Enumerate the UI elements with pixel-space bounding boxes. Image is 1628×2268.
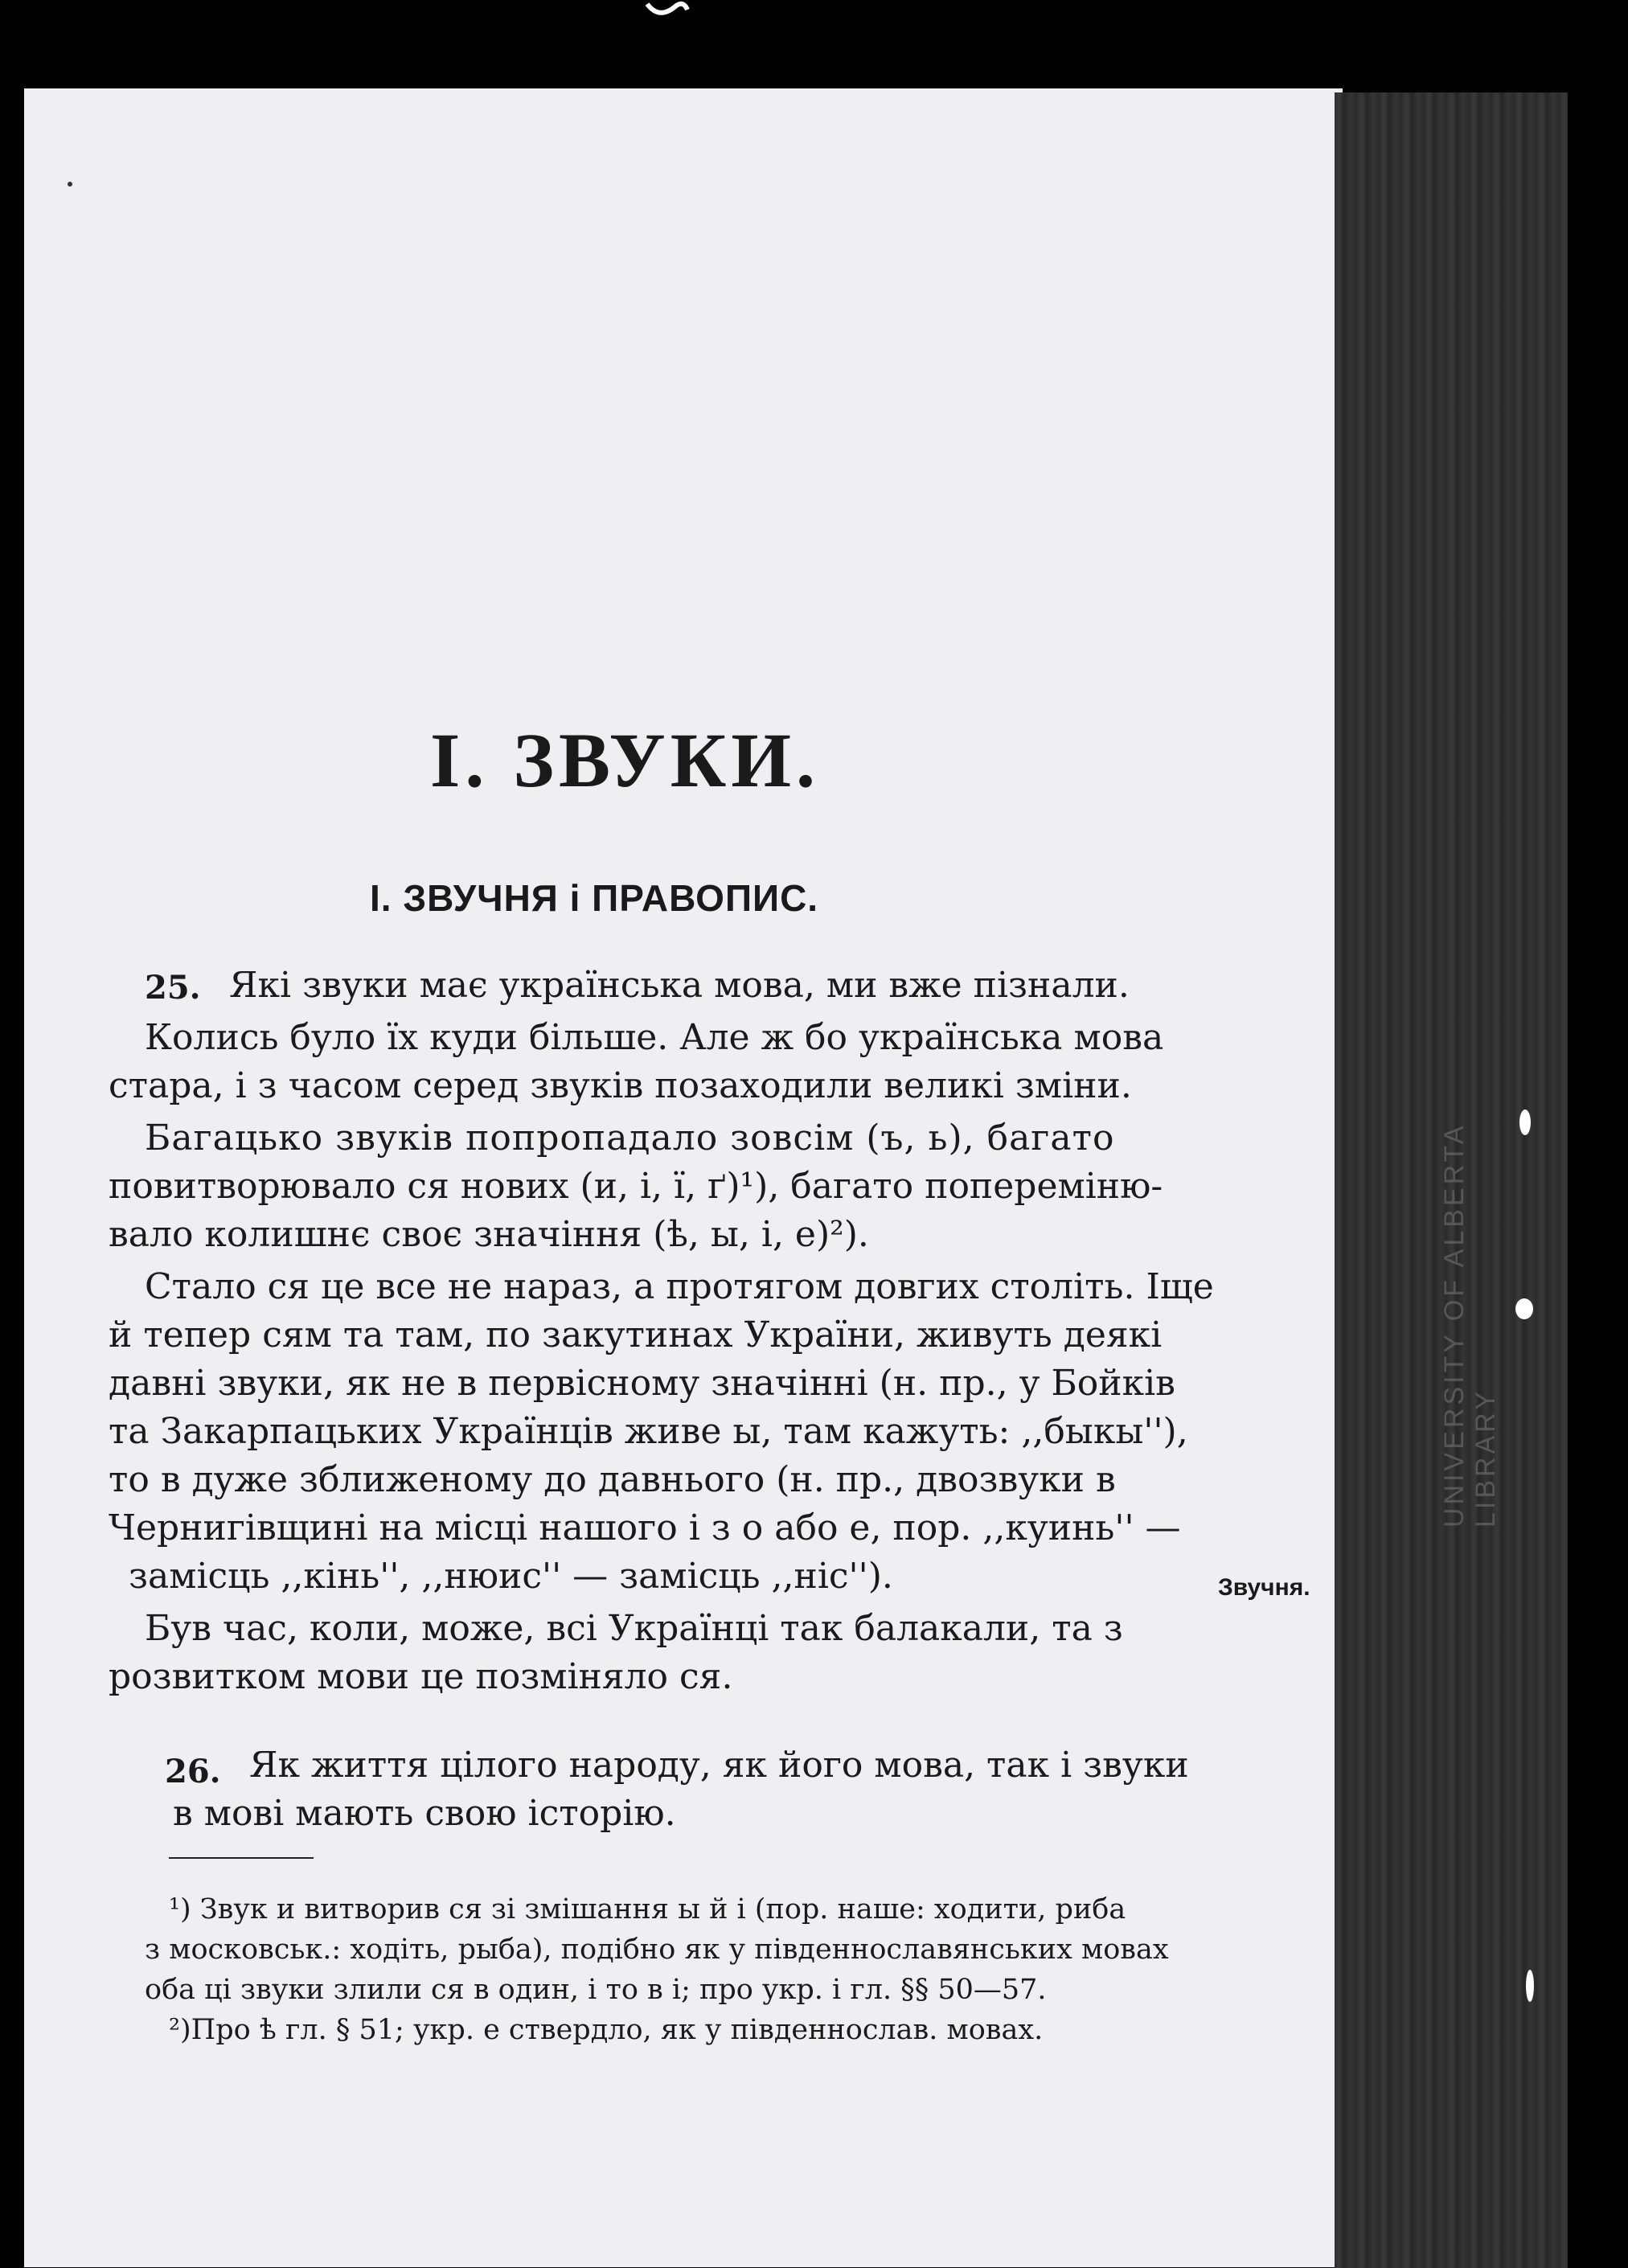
- edge-speck: [1515, 1298, 1533, 1319]
- footnote-line: ²)Про ѣ гл. § 51; укр. е ствердло, як у південнослав. мовах.: [169, 2014, 1044, 2046]
- text-line: розвитком мови це позміняло ся.: [109, 1656, 733, 1697]
- chapter-title: I. ЗВУКИ.: [430, 717, 821, 803]
- text-line: замісць ,,кінь'', ,,нюис'' — замісць ,,ніс'').: [129, 1556, 893, 1597]
- paragraph-number: 26.: [165, 1753, 221, 1790]
- text-line: Багацько звуків попропадало зовсім (ъ, ь), багато: [145, 1118, 1115, 1159]
- text-line: стара, і з часом серед звуків позаходили великі зміни.: [109, 1065, 1132, 1106]
- text-line: й тепер сям та там, по закутинах України, живуть деякі: [109, 1314, 1163, 1355]
- text-line: та Закарпацьких Українців живе ы, там кажуть: ,,быкы''),: [109, 1411, 1188, 1452]
- text-line: вало колишнє своє значіння (ѣ, ы, і, е)²).: [109, 1214, 869, 1255]
- text-line: Колись було їх куди більше. Але ж бо українська мова: [145, 1017, 1164, 1058]
- paragraph-number: 25.: [145, 969, 201, 1007]
- footnote-line: ¹) Звук и витворив ся зі змішання ы й і (пор. наше: ходити, риба: [169, 1893, 1126, 1926]
- section-title: I. ЗВУЧНЯ і ПРАВОПИС.: [370, 877, 819, 919]
- footnote-rule: [169, 1857, 314, 1859]
- text-line: Був час, коли, може, всі Українці так балакали, та з: [145, 1608, 1123, 1649]
- edge-speck: [1519, 1109, 1531, 1135]
- text-line: Як життя цілого народу, як його мова, так і звуки: [249, 1745, 1189, 1786]
- text-line: Чернигівщині на місці нашого і з о або е, пор. ,,куинь'' —: [109, 1507, 1181, 1548]
- text-line: то в дуже зближеному до давнього (н. пр., двозвуки в: [109, 1459, 1116, 1500]
- edge-speck: [1526, 1970, 1534, 2002]
- text-line: давні звуки, як не в первісному значінні (н. пр., у Бойків: [109, 1363, 1175, 1404]
- library-stamp: UNIVERSITY OF ALBERTA LIBRARY: [1439, 1124, 1501, 1528]
- page-speck: [68, 182, 72, 187]
- text-line: в мові мають свою історію.: [173, 1793, 676, 1834]
- margin-note: Звучня.: [1218, 1574, 1310, 1601]
- top-smudge: [643, 0, 691, 20]
- text-line: Стало ся це все не нараз, а протягом довгих століть. Іще: [145, 1266, 1214, 1307]
- footnote-line: з московськ.: ходіть, рыба), подібно як у південнославянських мовах: [145, 1934, 1169, 1966]
- text-line: повитворювало ся нових (и, і, ї, ґ)¹), багато попереміню-: [109, 1166, 1163, 1207]
- text-line: Які звуки має українська мова, ми вже пізнали.: [229, 965, 1130, 1006]
- footnote-line: оба ці звуки злили ся в один, і то в і; про укр. і гл. §§ 50—57.: [145, 1974, 1047, 2006]
